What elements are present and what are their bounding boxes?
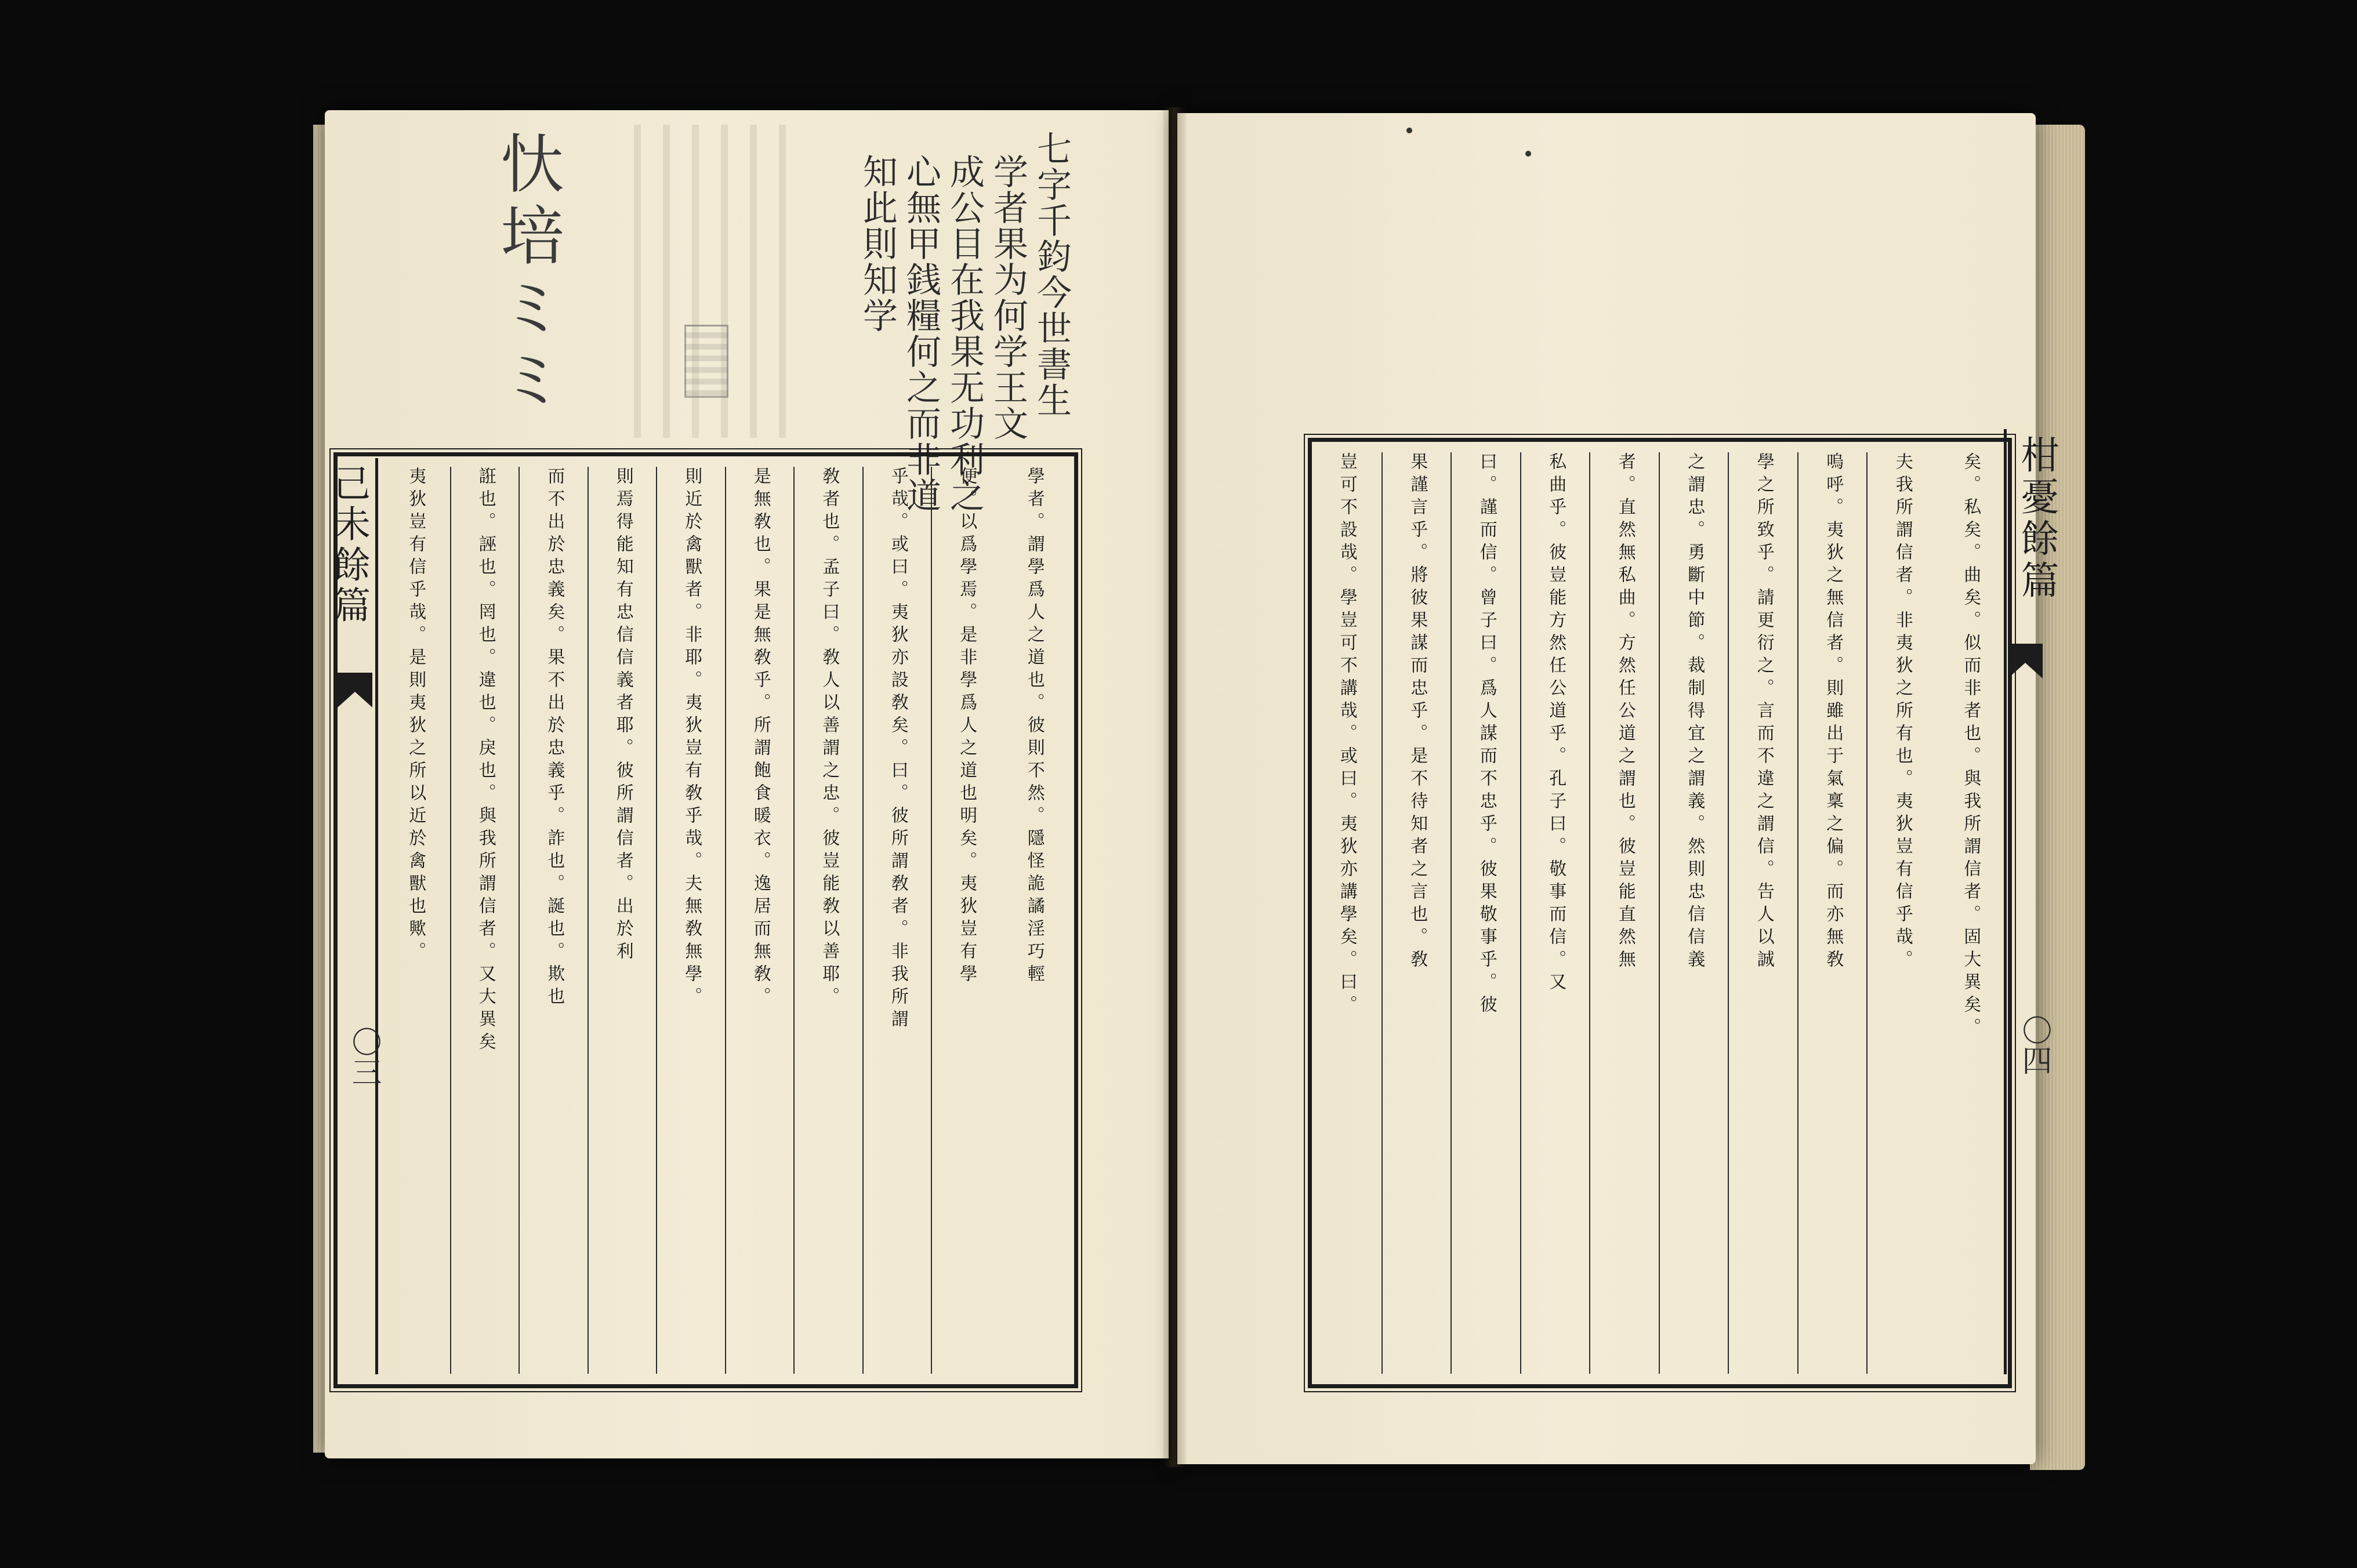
column-text: 則近於禽獸者。非耶。夷狄豈有敎乎哉。夫無敎無學。	[681, 467, 702, 1010]
column-text: 是無敎也。果是無敎乎。所謂飽食暖衣。逸居而無敎。	[750, 467, 771, 1010]
text-column	[450, 467, 520, 1374]
text-column	[588, 467, 658, 1374]
column-text: 敎者也。孟子曰。敎人以善謂之忠。彼豈能敎以善耶。	[819, 467, 840, 1010]
text-column	[1312, 452, 1381, 1374]
text-column	[1866, 452, 1937, 1374]
text-column	[518, 467, 589, 1374]
left-banner-title: 己未餘篇	[327, 464, 370, 626]
column-text: 果謹言乎。將彼果謀而忠乎。是不待知者之言也。敎	[1407, 452, 1428, 972]
text-column	[725, 467, 795, 1374]
text-column	[862, 467, 933, 1374]
annotation-line-1: 七字千鈞今世書生	[1031, 130, 1072, 418]
annotation-line-4: 心無甲銭糧何之而非道	[901, 154, 941, 513]
left-text-frame	[327, 452, 1078, 1388]
text-column	[793, 467, 864, 1374]
column-text: 私曲乎。彼豈能方然任公道乎。孔子曰。敬事而信。又	[1546, 452, 1567, 995]
column-text: 而不出於忠義矣。果不出於忠義乎。詐也。誕也。欺也	[544, 467, 565, 1010]
ink-spot	[1525, 151, 1531, 157]
text-column	[1936, 452, 2006, 1374]
library-seal-stamp	[684, 325, 728, 398]
column-text: 學者。謂學爲人之道也。彼則不然。隱怪詭譎淫巧輕	[1024, 467, 1045, 987]
column-text: 乎哉。或曰。夷狄亦設敎矣。曰。彼所謂敎者。非我所謂	[887, 467, 908, 1032]
column-text: 矣。私矣。曲矣。似而非者也。與我所謂信者。固大異矣。	[1960, 452, 1981, 1040]
column-text: 夫我所謂信者。非夷狄之所有也。夷狄豈有信乎哉。	[1892, 452, 1913, 972]
book-gutter	[1163, 107, 1186, 1467]
text-column	[1520, 452, 1591, 1374]
text-column	[1000, 467, 1069, 1374]
text-column	[1797, 452, 1868, 1374]
annotation-signature: 忕培ミミ	[490, 130, 564, 418]
text-column	[1589, 452, 1660, 1374]
text-column	[931, 467, 1001, 1374]
right-text-frame	[1308, 438, 2012, 1388]
column-text: 之謂忠。勇斷中節。裁制得宜之謂義。然則忠信信義	[1684, 452, 1705, 972]
right-folio-number: 〇四	[2017, 1015, 2051, 1075]
text-column	[1451, 452, 1521, 1374]
annotation-line-5: 知此則知学	[857, 154, 898, 333]
column-text: 者。直然無私曲。方然任公道之謂也。彼豈能直然無	[1615, 452, 1636, 972]
left-folio-number: 〇三	[346, 1026, 381, 1087]
annotation-line-2: 学者果为何学王文	[988, 154, 1028, 441]
text-column	[1728, 452, 1798, 1374]
text-column	[1659, 452, 1729, 1374]
annotation-line-3: 成公目在我果无功利之	[944, 154, 985, 513]
column-text: 則焉得能知有忠信信義者耶。彼所謂信者。出於利	[612, 467, 633, 964]
right-banner-title: 柑憂餘篇	[2014, 435, 2059, 602]
text-column	[656, 467, 726, 1374]
column-text: 誑也。誣也。罔也。違也。戾也。與我所謂信者。又大異矣	[475, 467, 496, 1055]
column-text: 夷狄豈有信乎哉。是則夷狄之所以近於禽獸也歟。	[405, 467, 426, 964]
right-banner-strip	[2004, 429, 2059, 1374]
column-text: 曰。謹而信。曾子曰。爲人謀而不忠乎。彼果敬事乎。彼	[1476, 452, 1497, 1018]
text-column	[381, 467, 450, 1374]
column-text: 嗚呼。夷狄之無信者。則雖出于氣稟之偏。而亦無敎	[1823, 452, 1844, 972]
ink-spot	[1406, 128, 1412, 133]
column-text: 便。以爲學焉。是非學爲人之道也明矣。夷狄豈有學	[956, 467, 977, 987]
text-column	[1381, 452, 1452, 1374]
column-text: 學之所致乎。請更衍之。言而不違之謂信。告人以誠	[1753, 452, 1774, 972]
column-text: 豈可不設哉。學豈可不講哉。或曰。夷狄亦講學矣。曰。	[1336, 452, 1357, 1018]
